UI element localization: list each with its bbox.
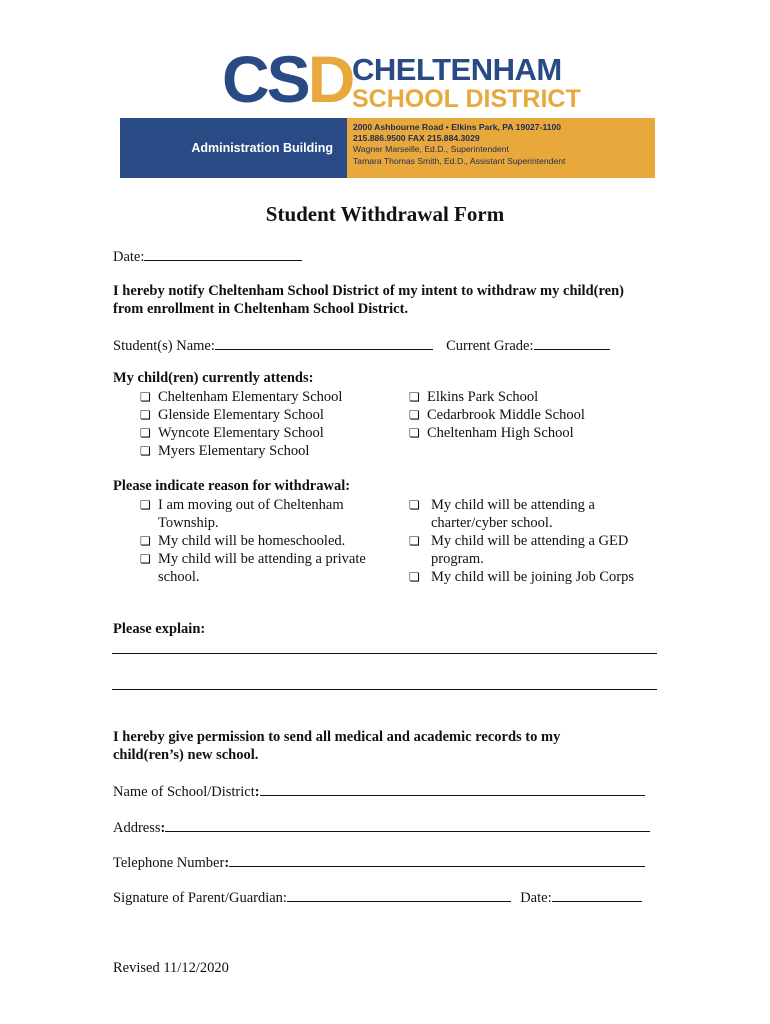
school-district-field[interactable] [260,781,645,796]
checkbox-icon[interactable]: ❏ [140,534,151,548]
checkbox-icon[interactable]: ❏ [140,390,151,404]
reason-option[interactable]: ❏ My child will be homeschooled. [140,533,346,549]
school-option[interactable]: ❏ Cedarbrook Middle School [409,407,585,423]
schools-left [140,388,342,460]
reason-option[interactable]: ❏ My child will be joining Job Corps [409,569,634,585]
superintendent: Wagner Marseille, Ed.D., Superintendent [353,144,509,155]
explain-line-2[interactable] [112,689,657,690]
student-name-field[interactable] [215,335,433,350]
telephone-label: Telephone Number [113,855,225,871]
colon: : [160,820,166,836]
address-label: Address [113,820,161,836]
reason-heading: Please indicate reason for withdrawal: [113,478,351,494]
checkbox-icon[interactable]: ❏ [140,552,151,566]
signature-date-field[interactable] [552,887,642,902]
checkbox-icon[interactable]: ❏ [409,498,420,512]
phone-fax [353,133,655,144]
csd-logo [222,42,353,116]
phone: 215.886.9500 [353,133,406,144]
notice-line1: I hereby notify Cheltenham School District of my intent to withdraw my child(ren) [113,283,624,299]
signature-date-label: Date: [520,890,552,906]
district-name-line2: SCHOOL DISTRICT [352,85,581,113]
schools-right [409,388,585,442]
reason-option-cont: school. [158,569,200,585]
signature-field[interactable] [287,887,511,902]
current-grade-field[interactable] [534,335,610,350]
logo-cs: CS [222,42,308,116]
reason-option-cont: Township. [158,515,219,531]
header-banner [120,118,655,178]
school-option[interactable]: ❏ Cheltenham High School [409,425,574,441]
district-name-line1: CHELTENHAM [352,52,562,87]
address-row [113,817,650,837]
notice [113,282,624,318]
student-row [113,335,610,355]
reason-option[interactable]: ❏ I am moving out of Cheltenham [140,497,344,513]
school-option[interactable]: ❏ Wyncote Elementary School [140,425,324,441]
school-district-row [113,781,645,801]
checkbox-icon[interactable]: ❏ [409,390,420,404]
reason-option-cont: charter/cyber school. [431,515,553,531]
signature-row [113,887,642,907]
explain-label: Please explain: [113,621,206,637]
reason-option[interactable]: ❏ My child will be attending a private [140,551,366,567]
reason-option-cont: program. [431,551,484,567]
reasons-right [409,496,634,586]
reason-option[interactable]: ❏ My child will be attending a GED [409,533,629,549]
date-field[interactable] [144,246,302,261]
colon: : [224,855,230,871]
checkbox-icon[interactable]: ❏ [409,408,420,422]
reason-option[interactable]: ❏ My child will be attending a [409,497,595,513]
school-option[interactable]: ❏ Elkins Park School [409,389,539,405]
student-name-label: Student(s) Name: [113,338,215,354]
date-row [113,246,302,266]
current-grade-label: Current Grade: [446,338,534,354]
address-field[interactable] [165,817,650,832]
signature-label: Signature of Parent/Guardian: [113,890,287,906]
checkbox-icon[interactable]: ❏ [409,426,420,440]
address: 2000 Ashbourne Road • Elkins Park, PA 19027-1100 [353,122,562,132]
checkbox-icon[interactable]: ❏ [140,426,151,440]
checkbox-icon[interactable]: ❏ [409,570,420,584]
fax: 215.884.3029 [427,133,480,144]
colon: : [254,784,260,800]
fax-label: FAX [407,133,425,144]
school-option[interactable]: ❏ Cheltenham Elementary School [140,389,343,405]
logo-d: D [307,42,353,116]
permission-line1: I hereby give permission to send all medical and academic records to my [113,729,561,745]
reasons-left [140,496,366,586]
form-title: Student Withdrawal Form [265,202,505,226]
permission-text [113,728,560,764]
date-label: Date: [113,249,145,265]
banner-contact [347,118,655,178]
explain-line-1[interactable] [112,653,657,654]
school-option[interactable]: ❏ Myers Elementary School [140,443,310,459]
checkbox-icon[interactable]: ❏ [140,408,151,422]
revised-date: Revised 11/12/2020 [113,960,229,976]
checkbox-icon[interactable]: ❏ [140,444,151,458]
assistant-superintendent: Tamara Thomas Smith, Ed.D., Assistant Superintendent [353,155,566,166]
checkbox-icon[interactable]: ❏ [140,498,151,512]
school-option[interactable]: ❏ Glenside Elementary School [140,407,324,423]
permission-line2: child(ren’s) new school. [113,747,259,763]
notice-line2: from enrollment in Cheltenham School District. [113,301,409,317]
school-district-label: Name of School/District [113,784,255,800]
telephone-row [113,852,645,872]
district-name [352,54,581,112]
attends-heading: My child(ren) currently attends: [113,370,314,386]
banner-building: Administration Building [120,118,347,178]
checkbox-icon[interactable]: ❏ [409,534,420,548]
telephone-field[interactable] [229,852,645,867]
